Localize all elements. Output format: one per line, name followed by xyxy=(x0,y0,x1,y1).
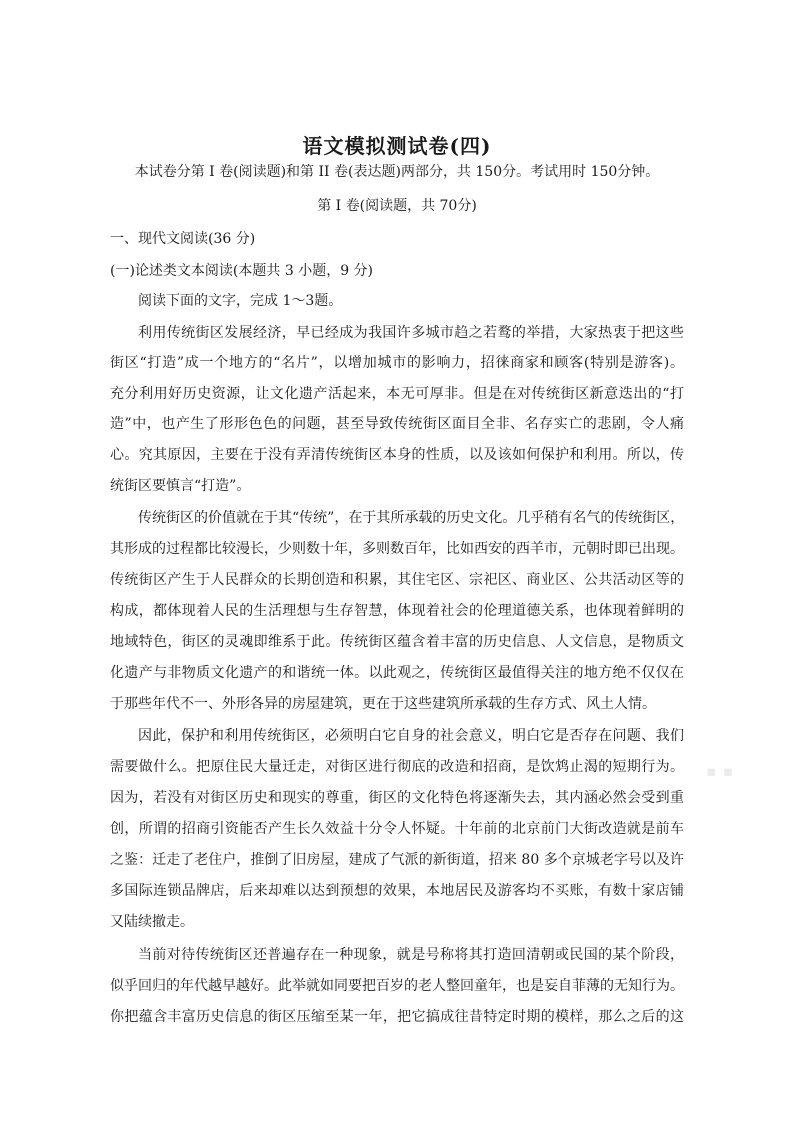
paragraph-2-line-1: 传统街区的价值就在于其“传统”，在于其所承载的历史文化。几乎稍有名气的传统街区， xyxy=(138,510,684,526)
paragraph-3-line-5: 之鉴：迁走了老住户，推倒了旧房屋，建成了气派的新街道，招来 80 多个京城老字号以及许 xyxy=(110,852,684,868)
paragraph-1-line-6: 统街区要慎言“打造”。 xyxy=(110,478,251,494)
paragraph-2-line-7: 于那些年代不一、外形各异的房屋建筑，更在于这些建筑所承载的生存方式、风土人情。 xyxy=(110,696,656,712)
paragraph-3-line-6: 多国际连锁品牌店，后来却难以达到预想的效果，本地居民及游客均不买账，有数十家店铺 xyxy=(110,883,684,899)
paragraph-3-line-4: 创，所谓的招商引资能否产生长久效益十分令人怀疑。十年前的北京前门大街改造就是前车 xyxy=(110,821,684,837)
paragraph-3-line-2: 需要做什么。把原住民大量迁走，对街区进行彻底的改造和招商，是饮鸩止渴的短期行为。 xyxy=(110,759,684,775)
exam-title: 语文模拟测试卷(四) xyxy=(302,134,492,158)
paragraph-1-line-2: 街区“打造”成一个地方的“名片”，以增加城市的影响力，招徕商家和顾客(特别是游客)。 xyxy=(110,355,684,371)
paragraph-2-line-5: 地域特色，街区的灵魂即维系于此。传统街区蕴含着丰富的历史信息、人文信息，是物质文 xyxy=(110,634,684,650)
paragraph-1-line-3: 充分利用好历史资源，让文化遗产活起来，本无可厚非。但是在对传统街区新意迭出的“打 xyxy=(110,386,684,402)
paragraph-4-line-2: 似乎回归的年代越早越好。此举就如同要把百岁的老人整回童年，也是妄自菲薄的无知行为。 xyxy=(110,978,684,994)
paragraph-1-line-4: 造”中，也产生了形形色色的问题，甚至导致传统街区面目全非、名存实亡的悲剧，令人痛 xyxy=(110,416,684,432)
paragraph-4-line-3: 你把蕴含丰富历史信息的街区压缩至某一年，把它搞成往昔特定时期的模样，那么之后的这 xyxy=(110,1009,684,1025)
paragraph-4-line-1: 当前对待传统街区还普遍存在一种现象，就是号称将其打造回清朝或民国的某个阶段， xyxy=(138,947,684,963)
subsection-heading: (一)论述类文本阅读(本题共 3 小题，9 分) xyxy=(110,263,374,279)
faint-watermark: ▪ ▪ xyxy=(706,762,735,780)
part-heading: 第 I 卷(阅读题，共 70分) xyxy=(317,198,477,214)
paragraph-2-line-6: 化遗产与非物质文化遗产的和谐统一体。以此观之，传统街区最值得关注的地方绝不仅仅在 xyxy=(110,665,684,681)
paragraph-1-line-1: 利用传统街区发展经济，早已经成为我国许多城市趋之若鹜的举措，大家热衷于把这些 xyxy=(138,325,684,341)
paragraph-3-line-7: 又陆续撤走。 xyxy=(110,914,194,930)
paragraph-3-line-3: 因为，若没有对街区历史和现实的尊重，街区的文化特色将逐渐失去，其内涵必然会受到重 xyxy=(110,790,684,806)
paragraph-2-line-2: 其形成的过程都比较漫长，少则数十年，多则数百年，比如西安的西羊市，元朝时即已出现。 xyxy=(110,541,684,557)
paragraph-1-line-5: 心。究其原因，主要在于没有弄清传统街区本身的性质，以及该如何保护和利用。所以，传 xyxy=(110,447,684,463)
paragraph-2-line-3: 传统街区产生于人民群众的长期创造和积累，其住宅区、宗祀区、商业区、公共活动区等的 xyxy=(110,572,684,588)
paragraph-3-line-1: 因此，保护和利用传统街区，必须明白它自身的社会意义，明白它是否存在问题、我们 xyxy=(138,728,684,744)
paragraph-2-line-4: 构成，都体现着人民的生活理想与生存智慧，体现着社会的伦理道德关系，也体现着鲜明的 xyxy=(110,603,684,619)
section-heading: 一、现代文阅读(36 分) xyxy=(110,231,256,247)
reading-instruction: 阅读下面的文字，完成 1～3题。 xyxy=(138,293,343,309)
exam-intro: 本试卷分第 I 卷(阅读题)和第 II 卷(表达题)两部分，共 150分。考试用时 150分钟。 xyxy=(134,164,660,180)
